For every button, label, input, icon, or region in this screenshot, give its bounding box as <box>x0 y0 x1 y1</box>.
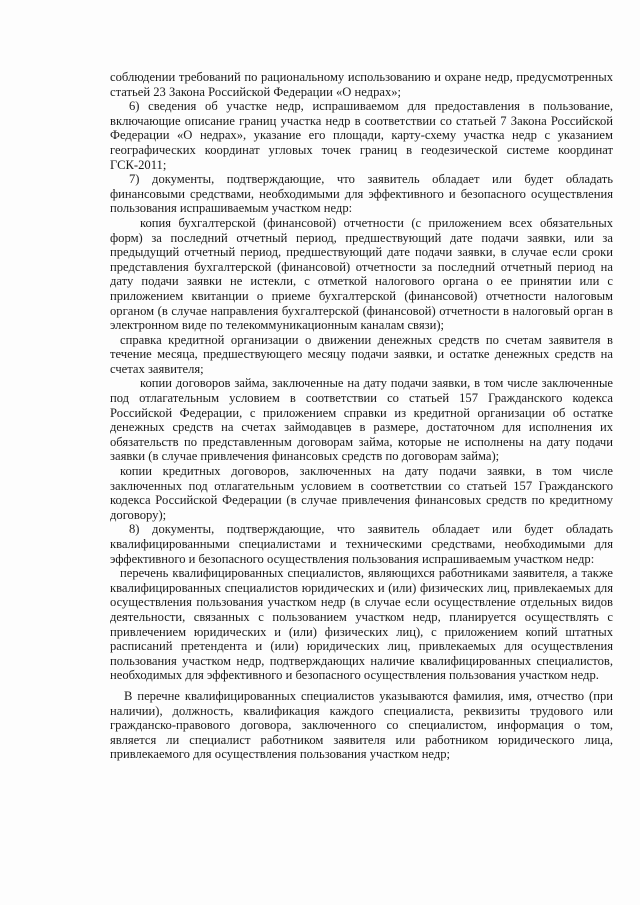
paragraph-specialists-list: перечень квалифицированных специалистов, являющихся работниками заявителя, а также квалифицированных специалистов юридических и (или) физических лиц, привлекаемых для осуществления пользования участком недр (в случае если осуществление отдельных видов деятельности, связанных с пользованием участком недр, планируется осуществлять с привлечением юридических и (или) физических лиц), с приложением копий штатных расписаний претендента и (или) юридических лиц, привлекаемых для осуществления пользования участком недр, подтверждающих наличие квалифицированных специалистов, необходимых для эффективного и безопасного осуществления пользования участком недр. <box>110 566 613 683</box>
paragraph-cont: соблюдении требований по рациональному использованию и охране недр, предусмотренных статьей 23 Закона Российской Федерации «О недрах»; <box>110 70 613 99</box>
paragraph-accounting-copy: копия бухгалтерской (финансовой) отчетности (с приложением всех обязательных форм) за последний отчетный период, предшествующий дате подачи заявки, или за предыдущий отчетный период, предшествующий дате подачи заявки, в случае если сроки представления бухгалтерской (финансовой) отчетности за последний отчетный период на дату подачи заявки не истекли, с отметкой налогового органа о ее принятии или с приложением квитанции о приеме бухгалтерской (финансовой) отчетности налоговым органом (в случае направления бухгалтерской (финансовой) отчетности в налоговый орган в электронном виде по телекоммуникационным каналам связи); <box>110 215 613 333</box>
paragraph-item-6: 6) сведения об участке недр, испрашиваемом для предоставления в пользование, включающие описание границ участка недр в соответствии со статьей 7 Закона Российской Федерации «О недрах», указание его площади, карту-схему участка недр с указанием географических координат угловых точек границ в геодезической системе координат ГСК-2011; <box>110 99 613 172</box>
paragraph-loan-agreements: копии договоров займа, заключенные на дату подачи заявки, в том числе заключенные под отлагательным условием в соответствии со статьей 157 Гражданского кодекса Российской Федерации, с приложением справки из кредитной организации об остатке денежных средств на счетах займодавцев в размере, достаточном для исполнения их обязательств по представленным договорам займа, которые не исполнены на дату подачи заявки (в случае привлечения финансовых средств по договорам займа); <box>110 376 613 464</box>
paragraph-specialists-details: В перечне квалифицированных специалистов указываются фамилия, имя, отчество (при наличии), должность, квалификация каждого специалиста, реквизиты трудового или гражданско-правового договора, заключенного со специалистом, информация о том, является ли специалист работником заявителя или работником юридического лица, привлекаемого для осуществления пользования участком недр; <box>110 688 613 762</box>
document-body <box>110 70 613 762</box>
paragraph-credit-agreements: копии кредитных договоров, заключенных на дату подачи заявки, в том числе заключенных под отлагательным условием в соответствии со статьей 157 Гражданского кодекса Российской Федерации (в случае привлечения финансовых средств по кредитному договору); <box>110 464 613 522</box>
paragraph-item-8: 8) документы, подтверждающие, что заявитель обладает или будет обладать квалифицированными специалистами и техническими средствами, необходимыми для эффективного и безопасного осуществления пользования испрашиваемым участком недр: <box>110 522 613 566</box>
paragraph-bank-statement: справка кредитной организации о движении денежных средств по счетам заявителя в течение месяца, предшествующего месяцу подачи заявки, и остатке денежных средств на счетах заявителя; <box>110 332 613 376</box>
paragraph-item-7: 7) документы, подтверждающие, что заявитель обладает или будет обладать финансовыми средствами, необходимыми для эффективного и безопасного осуществления пользования испрашиваемым участком недр: <box>110 172 613 216</box>
